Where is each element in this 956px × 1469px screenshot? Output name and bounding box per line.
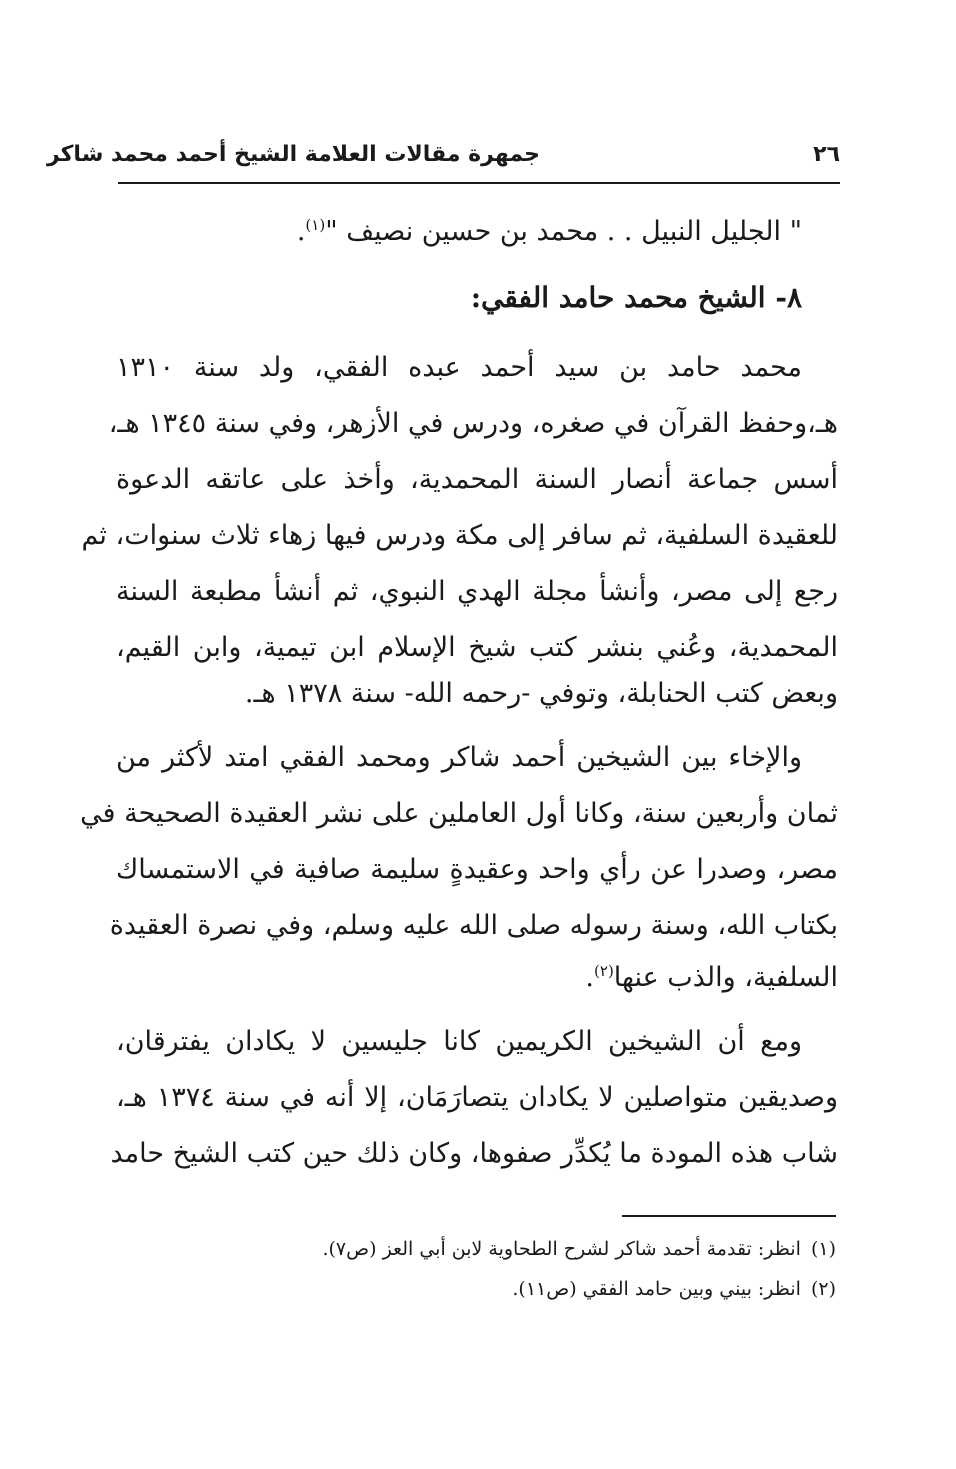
footnote-2-number: (٢) — [810, 1278, 836, 1300]
footnote-separator — [622, 1215, 836, 1217]
paragraph-2-line-4: بكتاب الله، وسنة رسوله صلى الله عليه وسلم، وفي نصرة العقيدة — [109, 910, 838, 941]
paragraph-1-line-4: للعقيدة السلفية، ثم سافر إلى مكة ودرس فيها زهاء ثلاث سنوات، ثم — [81, 520, 838, 551]
page-number: ٢٦ — [813, 142, 840, 167]
opening-line: " الجليل النبيل . . محمد بن حسين نصيف "$^{(١)}$. — [296, 216, 802, 247]
book-title: جمهرة مقالات العلامة الشيخ أحمد محمد شاكر — [46, 142, 540, 167]
footnote-ref-2: (٢) — [594, 962, 614, 980]
paragraph-3-line-2: وصديقين متواصلين لا يكادان يتصارَمَان، إلا أنه في سنة ١٣٧٤ هـ، — [116, 1082, 839, 1113]
paragraph-1-line-6: المحمدية، وعُني بنشر كتب شيخ الإسلام ابن تيمية، وابن القيم، — [116, 632, 838, 663]
paragraph-1-line-3: أسس جماعة أنصار السنة المحمدية، وأخذ على عاتقه الدعوة — [116, 464, 838, 495]
paragraph-3-line-1: ومع أن الشيخين الكريمين كانا جليسين لا يكادان يفترقان، — [116, 1026, 802, 1057]
footnote-1 — [322, 1234, 836, 1264]
footnote-2-text: انظر: بيني وبين حامد الفقي (ص١١). — [512, 1278, 801, 1300]
paragraph-3-line-3: شاب هذه المودة ما يُكدِّر صفوها، وكان ذلك حين كتب الشيخ حامد — [110, 1138, 838, 1169]
opening-line-text: " الجليل النبيل . . محمد بن حسين نصيف " — [325, 216, 802, 247]
paragraph-2-line-5: السلفية، والذب عنها$^{(٢)}$. — [585, 962, 838, 993]
paragraph-1-line-5: رجع إلى مصر، وأنشأ مجلة الهدي النبوي، ثم أنشأ مطبعة السنة — [116, 576, 838, 607]
paragraph-2-line-3: مصر، وصدرا عن رأي واحد وعقيدةٍ سليمة صافية في الاستمساك — [116, 854, 838, 885]
section-heading: ٨- الشيخ محمد حامد الفقي: — [470, 281, 802, 314]
running-header — [46, 138, 840, 184]
footnote-ref-1: (١) — [305, 216, 326, 234]
paragraph-1-line-7: وبعض كتب الحنابلة، وتوفي -رحمه الله- سنة ١٣٧٨ هـ. — [244, 678, 838, 709]
footnote-1-text: انظر: تقدمة أحمد شاكر لشرح الطحاوية لابن أبي العز (ص٧). — [322, 1238, 801, 1260]
paragraph-2-last-text: السلفية، والذب عنها — [613, 962, 838, 993]
paragraph-2-line-1: والإخاء بين الشيخين أحمد شاكر ومحمد الفقي امتد لأكثر من — [116, 742, 802, 773]
footnote-1-number: (١) — [810, 1238, 836, 1260]
footnote-2 — [512, 1274, 836, 1304]
paragraph-1-line-2: هـ،وحفظ القرآن في صغره، ودرس في الأزهر، وفي سنة ١٣٤٥ هـ، — [108, 408, 838, 439]
paragraph-1-line-1: محمد حامد بن سيد أحمد عبده الفقي، ولد سنة ١٣١٠ — [116, 352, 802, 383]
paragraph-2-line-2: ثمان وأربعين سنة، وكانا أول العاملين على نشر العقيدة الصحيحة في — [80, 798, 838, 829]
